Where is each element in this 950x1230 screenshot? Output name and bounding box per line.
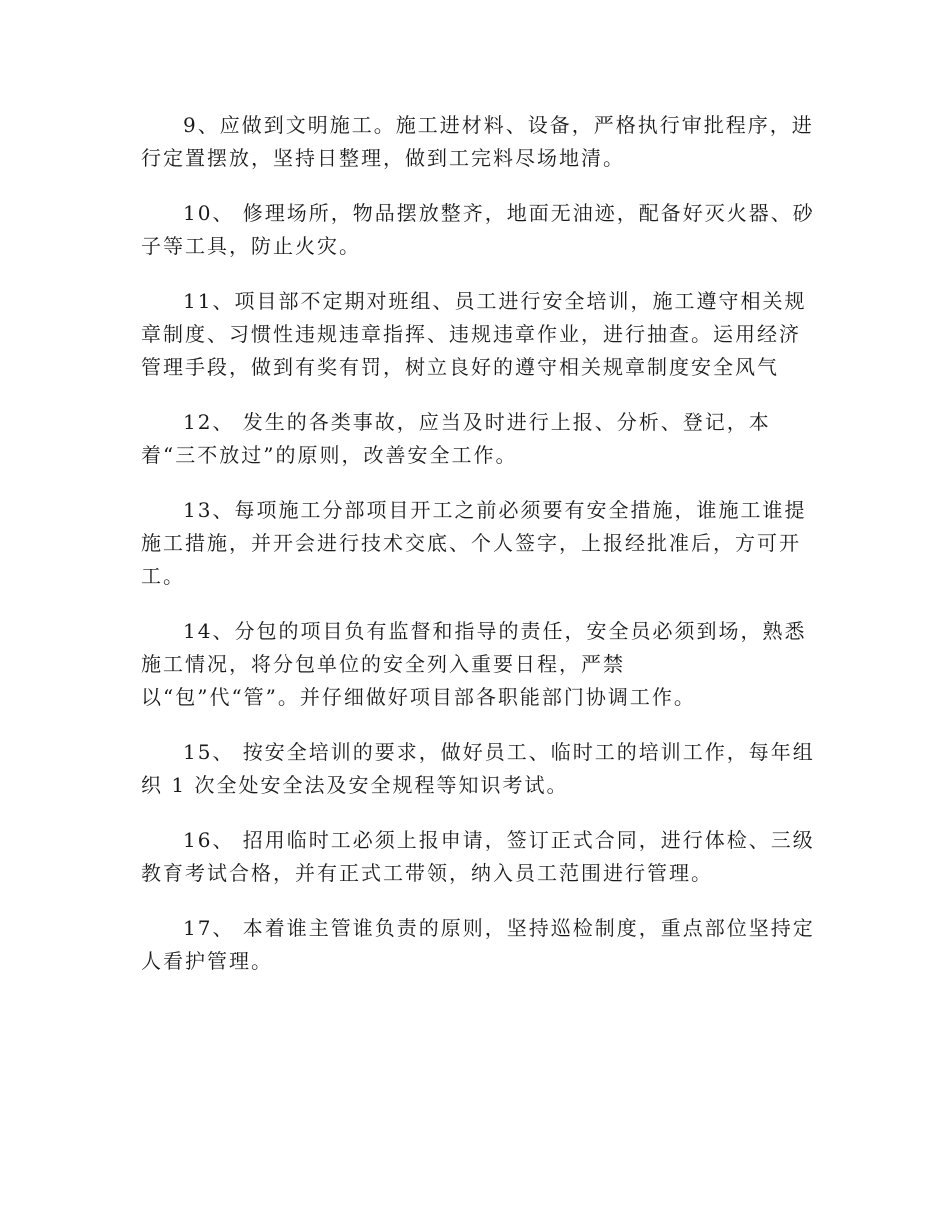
paragraph-line: 施工情况，将分包单位的安全列入重要日程，严禁	[141, 652, 625, 676]
paragraph-item-9	[141, 109, 814, 175]
paragraph-line: 9、应做到文明施工。施工进材料、设备，严格执行审批程序，进	[183, 113, 814, 137]
paragraph-item-12	[141, 406, 811, 472]
paragraph-line: 织 1 次全处安全法及安全规程等知识考试。	[141, 773, 569, 797]
paragraph-item-14	[141, 615, 811, 714]
paragraph-item-15	[141, 736, 815, 802]
paragraph-line: 教育考试合格，并有正式工带领，纳入员工范围进行管理。	[141, 861, 713, 885]
document-body	[141, 109, 815, 1000]
paragraph-line: 人看护管理。	[141, 949, 273, 973]
paragraph-line: 行定置摆放，坚持日整理，做到工完料尽场地清。	[141, 146, 625, 170]
paragraph-line: 着“三不放过”的原则，改善安全工作。	[141, 443, 518, 467]
paragraph-line: 以“包”代“管”。并仔细做好项目部各职能部门协调工作。	[141, 685, 696, 709]
paragraph-line: 15、 按安全培训的要求，做好员工、临时工的培训工作，每年组	[183, 740, 815, 764]
paragraph-item-16	[141, 824, 815, 890]
paragraph-line: 14、分包的项目负有监督和指导的责任，安全员必须到场，熟悉	[183, 619, 807, 643]
paragraph-line: 10、 修理场所，物品摆放整齐，地面无油迹，配备好灭火器、砂	[183, 201, 815, 225]
paragraph-item-11	[141, 285, 811, 384]
paragraph-line: 章制度、习惯性违规违章指挥、违规违章作业，进行抽查。运用经济	[141, 322, 801, 346]
paragraph-line: 16、 招用临时工必须上报申请，签订正式合同，进行体检、三级	[183, 828, 815, 852]
paragraph-line: 12、 发生的各类事故，应当及时进行上报、分析、登记，本	[183, 410, 771, 434]
paragraph-item-10	[141, 197, 815, 263]
paragraph-line: 工。	[141, 564, 185, 588]
paragraph-line: 17、 本着谁主管谁负责的原则，坚持巡检制度，重点部位坚持定	[183, 916, 815, 940]
paragraph-line: 管理手段，做到有奖有罚，树立良好的遵守相关规章制度安全风气	[141, 355, 779, 379]
paragraph-line: 11、项目部不定期对班组、员工进行安全培训，施工遵守相关规	[183, 289, 807, 313]
paragraph-item-17	[141, 912, 815, 978]
paragraph-item-13	[141, 494, 811, 593]
paragraph-line: 子等工具，防止火灾。	[141, 234, 361, 258]
paragraph-line: 施工措施，并开会进行技术交底、个人签字，上报经批准后，方可开	[141, 531, 801, 555]
paragraph-line: 13、每项施工分部项目开工之前必须要有安全措施，谁施工谁提	[183, 498, 807, 522]
